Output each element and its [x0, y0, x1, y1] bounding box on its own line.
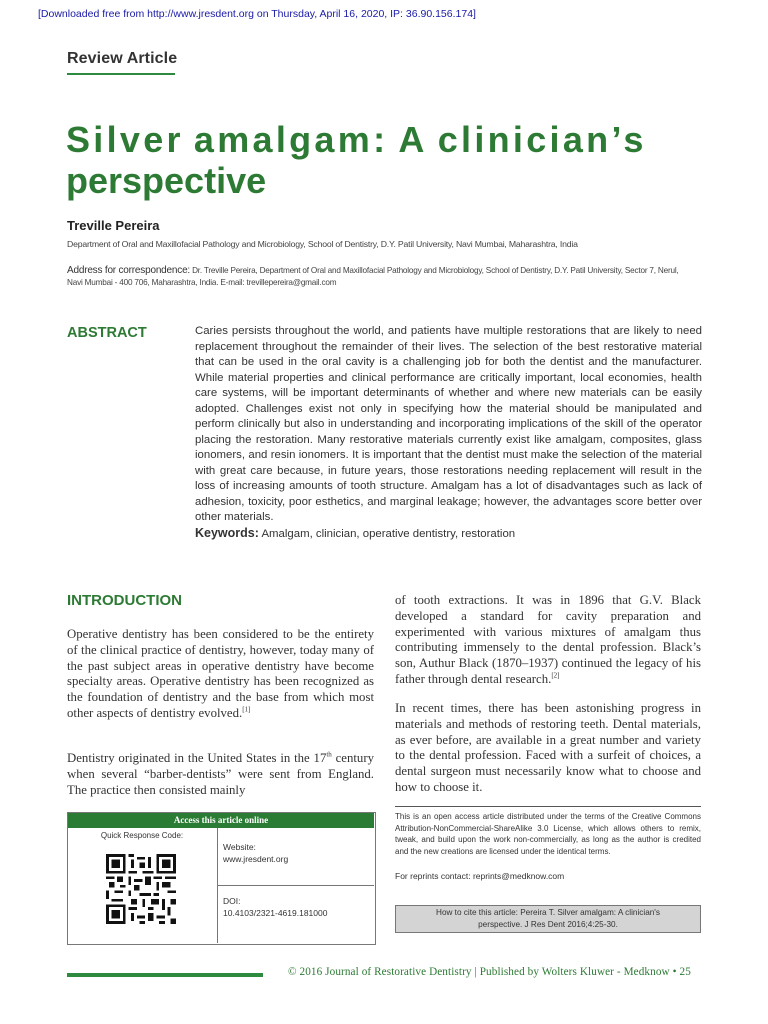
- doi-value[interactable]: 10.4103/2321-4619.181000: [223, 908, 328, 918]
- access-box-header: Access this article online: [68, 813, 374, 828]
- website-label: Website:: [223, 842, 256, 852]
- paragraph-text: Dentistry originated in the United States in the 17: [67, 751, 327, 765]
- open-access-notice: This is an open access article distributed under the terms of the Creative Commons Attribution-NonCommercial-ShareAlike 3.0 License, which allows others to remix, tweak, and build upon the work non-commercially, as long as the author is credited and the new creations are licensed under the identical terms.: [395, 812, 701, 856]
- title-word: amalgam:: [193, 119, 389, 160]
- paragraph-text: of tooth extractions. It was in 1896 that G.V. Black developed a standard for cavity preparation and experimented with various mixtures of amalgam thus contributing immensely to the dental profession. Black’s son, Authur Black (1870–1937) continued the legacy of his father through dental research.: [395, 593, 701, 686]
- abstract-text: Caries persists throughout the world, and patients have multiple restorations that are likely to need replacement throughout the remainder of their lives. The selection of the best restorative material that can be used in the oral cavity is a challenging job for both the dentist and the manufacturer. While material properties and clinical performance are critically important, local economies, health care systems, will be important determinants of whether and where new materials can be easily adopted. Challenges exist not only in specifying how the material should be manipulated and perform clinically but also in understanding and incorporating implications of the skill of the operator placing the restoration. Many restorative materials currently exist like amalgam, composites, glass ionomers, and resin ionomers. It is important that the dentist must make the selection of the material with great care because, in future years, those restorations needing replacement will result in the loss of increasing amounts of tooth structure. Amalgam has a lot of disadvantages such as lack of adhesion, toxicity, poor esthetics, and marginal leakage; however, the advantages score better over other materials.: [195, 325, 702, 523]
- article-type: Review Article: [67, 50, 178, 67]
- author-name: Treville Pereira: [67, 218, 160, 233]
- reprints-contact: For reprints contact: reprints@medknow.com: [395, 871, 565, 881]
- correspondence-label: Address for correspondence:: [67, 265, 191, 276]
- introduction-heading: INTRODUCTION: [67, 592, 182, 609]
- citation-box: [395, 905, 701, 933]
- qr-code-icon[interactable]: [106, 853, 176, 925]
- keywords: [195, 526, 515, 540]
- keywords-text: Amalgam, clinician, operative dentistry, restoration: [261, 528, 516, 540]
- keywords-label: Keywords:: [195, 526, 259, 540]
- paragraph-text: century when several “barber-dentists” were sent from England. The practice then consisted mainly: [67, 751, 374, 797]
- citation-line: How to cite this article: Pereira T. Silver amalgam: A clinician's: [436, 908, 660, 917]
- title-line-2: perspective: [66, 160, 267, 201]
- author-affiliation: Department of Oral and Maxillofacial Pathology and Microbiology, School of Dentistry, D.Y. Patil University, Navi Mumbai, Maharashtra, India: [67, 239, 578, 249]
- page-title: [66, 119, 716, 201]
- correspondence-text-2: Navi Mumbai - 400 706, Maharashtra, India. E-mail: trevillepereira@gmail.com: [67, 278, 337, 287]
- paragraph-text: In recent times, there has been astonishing progress in materials and methods of restoring teeth. Dental materials, as ever before, are available in a great number and variety to the dental profession. Faced with a surfeit of choices, a dental surgeon must necessarily know what to choose and how to choose it.: [395, 701, 701, 794]
- body-paragraph: [67, 627, 374, 722]
- access-box-divider-h: [217, 885, 374, 886]
- citation-line-2: perspective. J Res Dent 2016;4:25-30.: [478, 919, 618, 929]
- doi-label: DOI:: [223, 896, 241, 906]
- download-notice: [Downloaded free from http://www.jresdent.org on Thursday, April 16, 2020, IP: 36.90.156.174]: [38, 8, 476, 20]
- website-link[interactable]: www.jresdent.org: [223, 854, 289, 864]
- body-paragraph: [67, 751, 374, 798]
- superscript: th: [326, 750, 332, 759]
- body-paragraph: [395, 701, 701, 796]
- title-word: clinician’s: [437, 119, 647, 160]
- abstract-heading: ABSTRACT: [67, 325, 147, 341]
- correspondence-text: Dr. Treville Pereira, Department of Oral and Maxillofacial Pathology and Microbiology, School of Dentistry, D.Y. Patil University, Sector 7, Nerul,: [192, 266, 679, 275]
- title-word: A: [398, 119, 428, 160]
- body-paragraph: [395, 593, 701, 688]
- page-footer: © 2016 Journal of Restorative Dentistry | Published by Wolters Kluwer - Medknow • 25: [288, 966, 691, 978]
- qr-code-label: Quick Response Code:: [100, 831, 184, 840]
- footer-bar: [67, 973, 263, 977]
- citation-ref[interactable]: [2]: [551, 671, 560, 680]
- paragraph-text: Operative dentistry has been considered to be the entirety of the clinical practice of dentistry, however, today many of the past subject areas in operative dentistry have become specialty areas. Operative dentistry has been recognized as the foundation of dentistry and the base from which most other aspects of dentistry evolved.: [67, 627, 374, 720]
- citation-ref[interactable]: [1]: [242, 705, 251, 714]
- title-word: Silver: [66, 119, 184, 160]
- article-type-underline: [67, 73, 175, 75]
- divider: [395, 806, 701, 807]
- correspondence-address: [67, 265, 687, 289]
